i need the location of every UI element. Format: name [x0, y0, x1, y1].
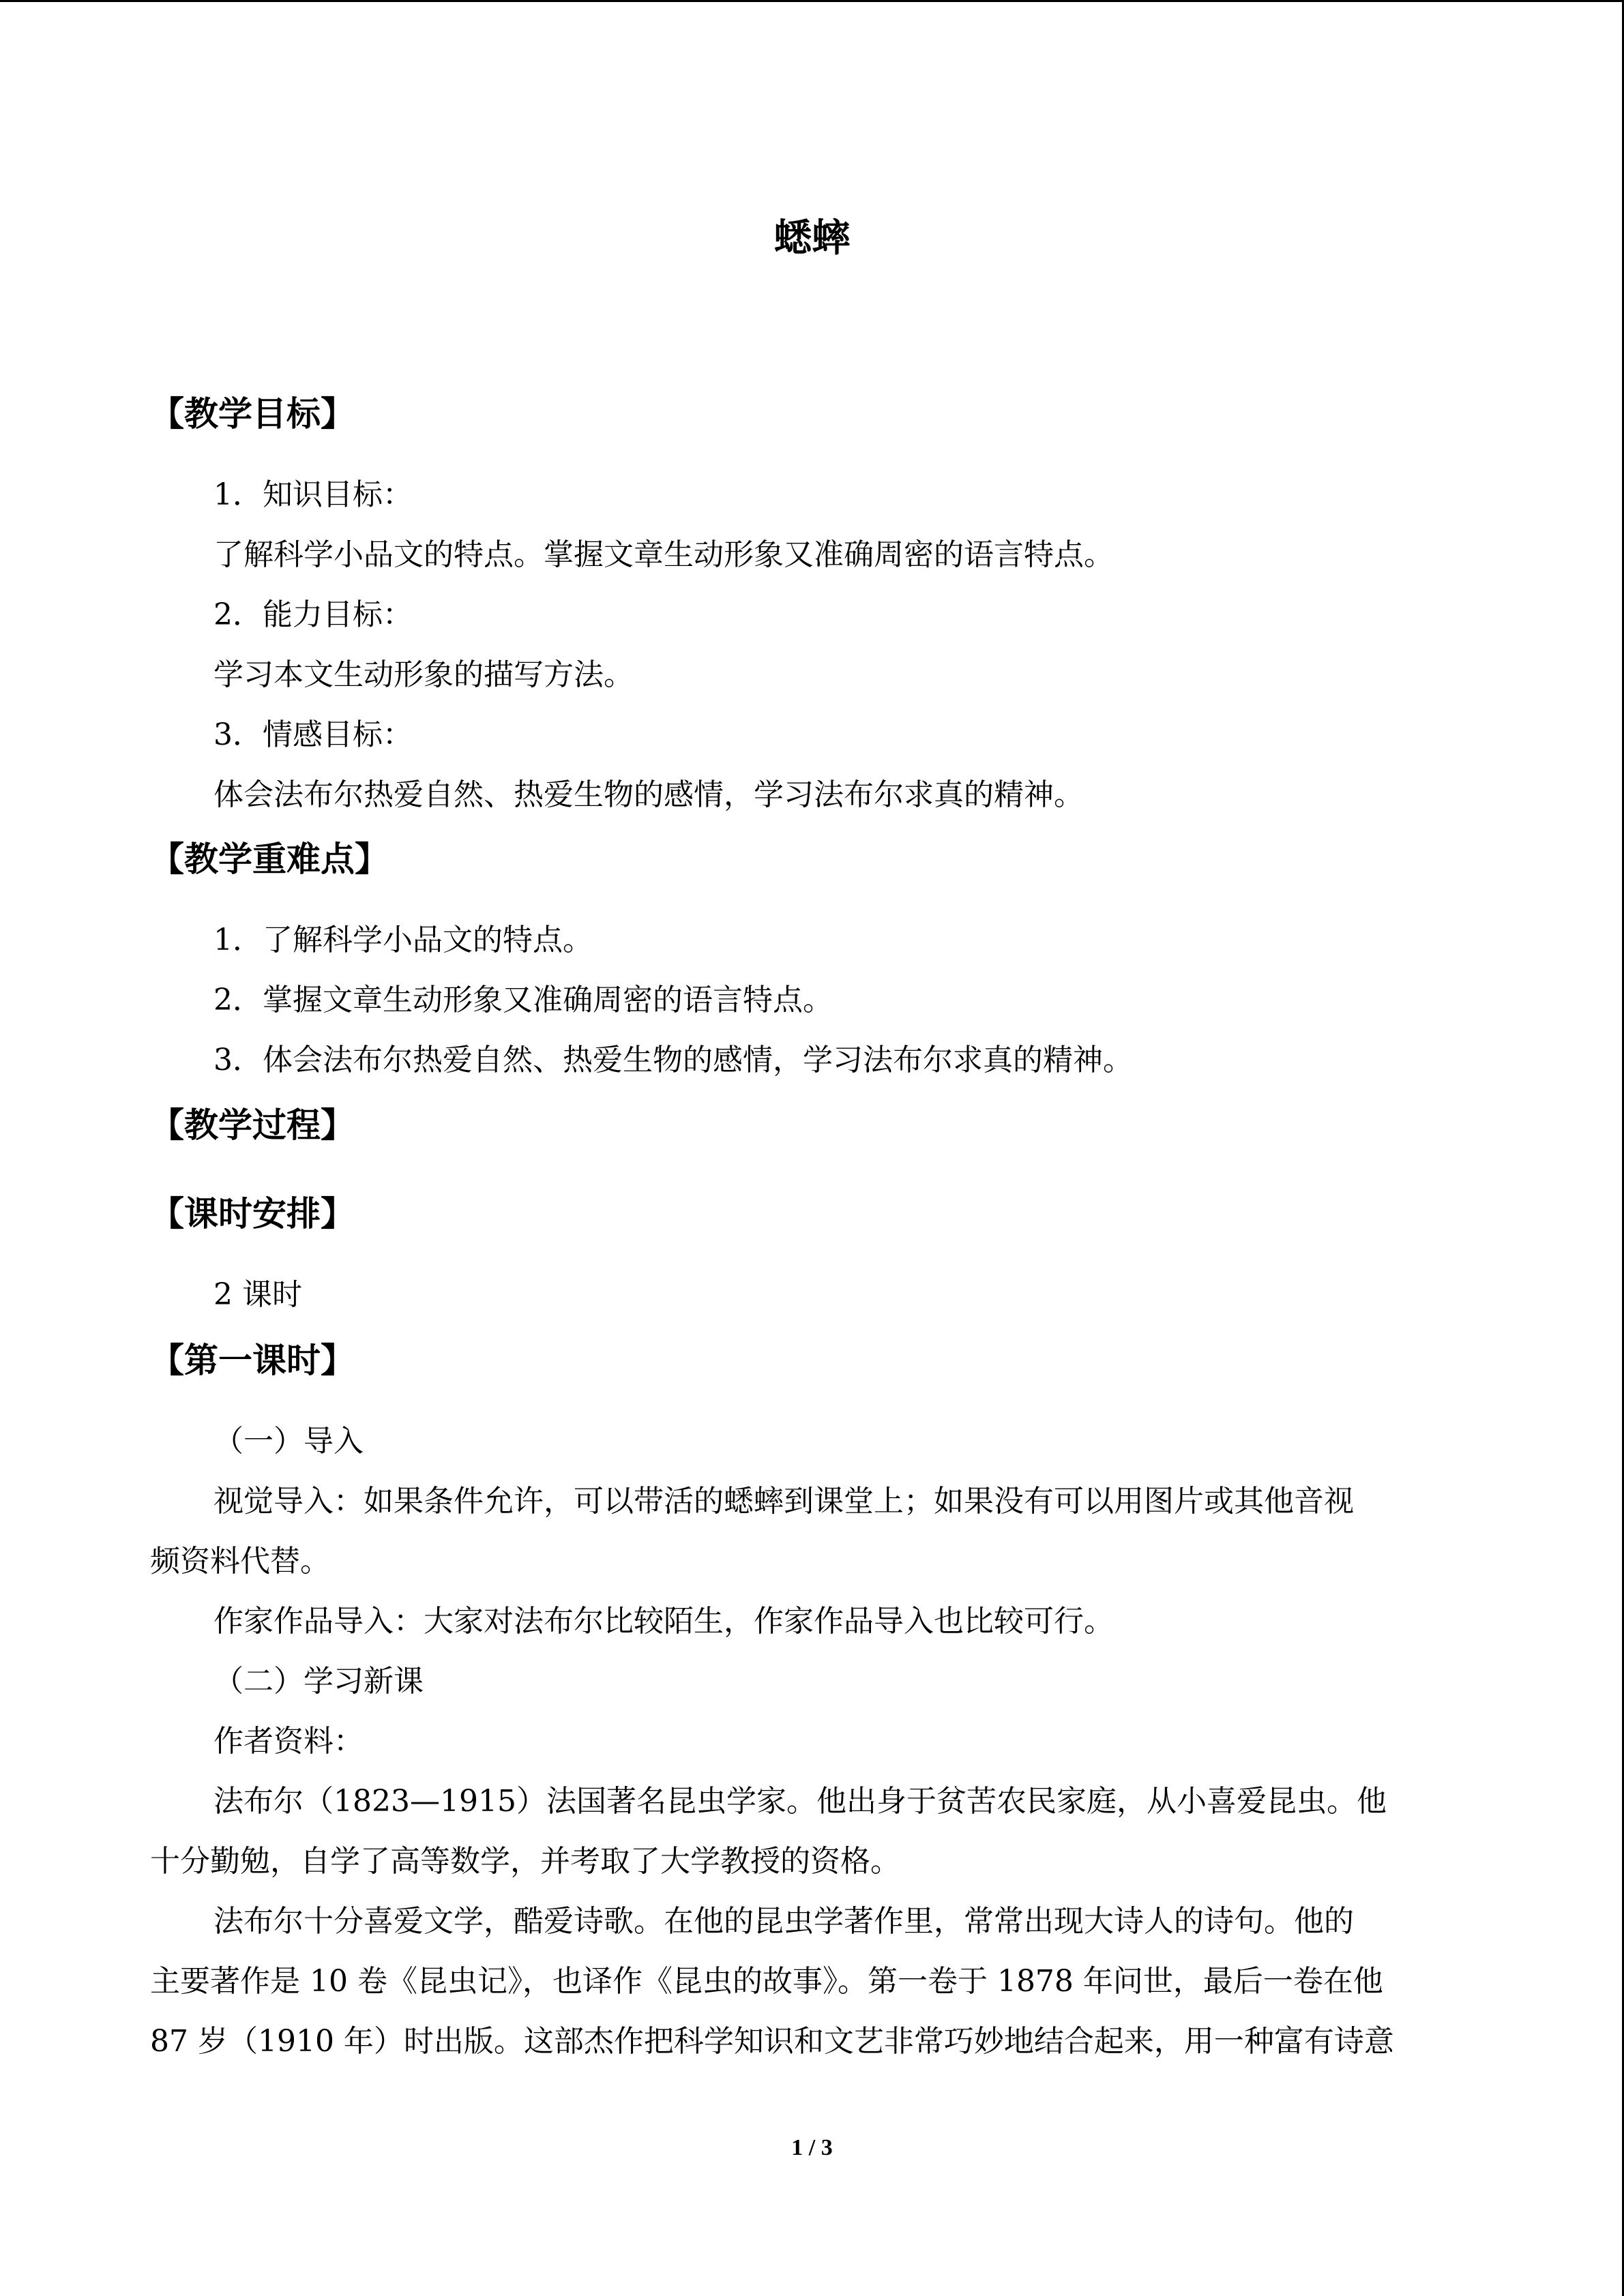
lesson-line: 法布尔（1823—1915）法国著名昆虫学家。他出身于贫苦农民家庭，从小喜爱昆虫。他	[213, 1784, 1387, 1819]
objective-line: 3．情感目标：	[213, 717, 413, 752]
lesson-line: 主要著作是 10 卷《昆虫记》，也译作《昆虫的故事》。第一卷于 1878 年问世，最后一卷在他	[150, 1964, 1383, 1999]
lesson-line: 作者资料：	[213, 1724, 364, 1759]
objective-line: 学习本文生动形象的描写方法。	[213, 657, 634, 692]
objective-line: 体会法布尔热爱自然、热爱生物的感情，学习法布尔求真的精神。	[213, 777, 1084, 812]
lesson-line: 频资料代替。	[150, 1544, 330, 1579]
lesson-line: 87 岁（1910 年）时出版。这部杰作把科学知识和文艺非常巧妙地结合起来，用一种富有诗意	[150, 2024, 1394, 2059]
lesson-line: 作家作品导入：大家对法布尔比较陌生，作家作品导入也比较可行。	[213, 1604, 1114, 1639]
heading-first-lesson: 【第一课时】	[150, 1341, 355, 1380]
page-number: 1 / 3	[791, 2135, 833, 2160]
key-point-line: 3．体会法布尔热爱自然、热爱生物的感情，学习法布尔求真的精神。	[213, 1043, 1133, 1077]
heading-objectives: 【教学目标】	[150, 394, 355, 434]
objective-line: 了解科学小品文的特点。掌握文章生动形象又准确周密的语言特点。	[213, 537, 1114, 572]
key-point-line: 2．掌握文章生动形象又准确周密的语言特点。	[213, 983, 833, 1017]
lesson-line: （二）学习新课	[213, 1664, 424, 1699]
document-title: 蟋蟀	[773, 216, 851, 260]
page-border-top	[0, 0, 1624, 2]
lesson-line: 十分勤勉，自学了高等数学，并考取了大学教授的资格。	[150, 1844, 900, 1879]
lesson-line: （一）导入	[213, 1424, 364, 1459]
key-point-line: 1．了解科学小品文的特点。	[213, 923, 593, 957]
heading-process: 【教学过程】	[150, 1105, 355, 1145]
heading-key-points: 【教学重难点】	[150, 839, 389, 879]
heading-schedule: 【课时安排】	[150, 1194, 355, 1234]
lesson-line: 法布尔十分喜爱文学，酷爱诗歌。在他的昆虫学著作里，常常出现大诗人的诗句。他的	[213, 1904, 1354, 1939]
objective-line: 1．知识目标：	[213, 477, 413, 512]
schedule-line: 2 课时	[213, 1277, 302, 1312]
objective-line: 2．能力目标：	[213, 597, 413, 632]
lesson-line: 视觉导入：如果条件允许，可以带活的蟋蟀到课堂上；如果没有可以用图片或其他音视	[213, 1484, 1354, 1519]
